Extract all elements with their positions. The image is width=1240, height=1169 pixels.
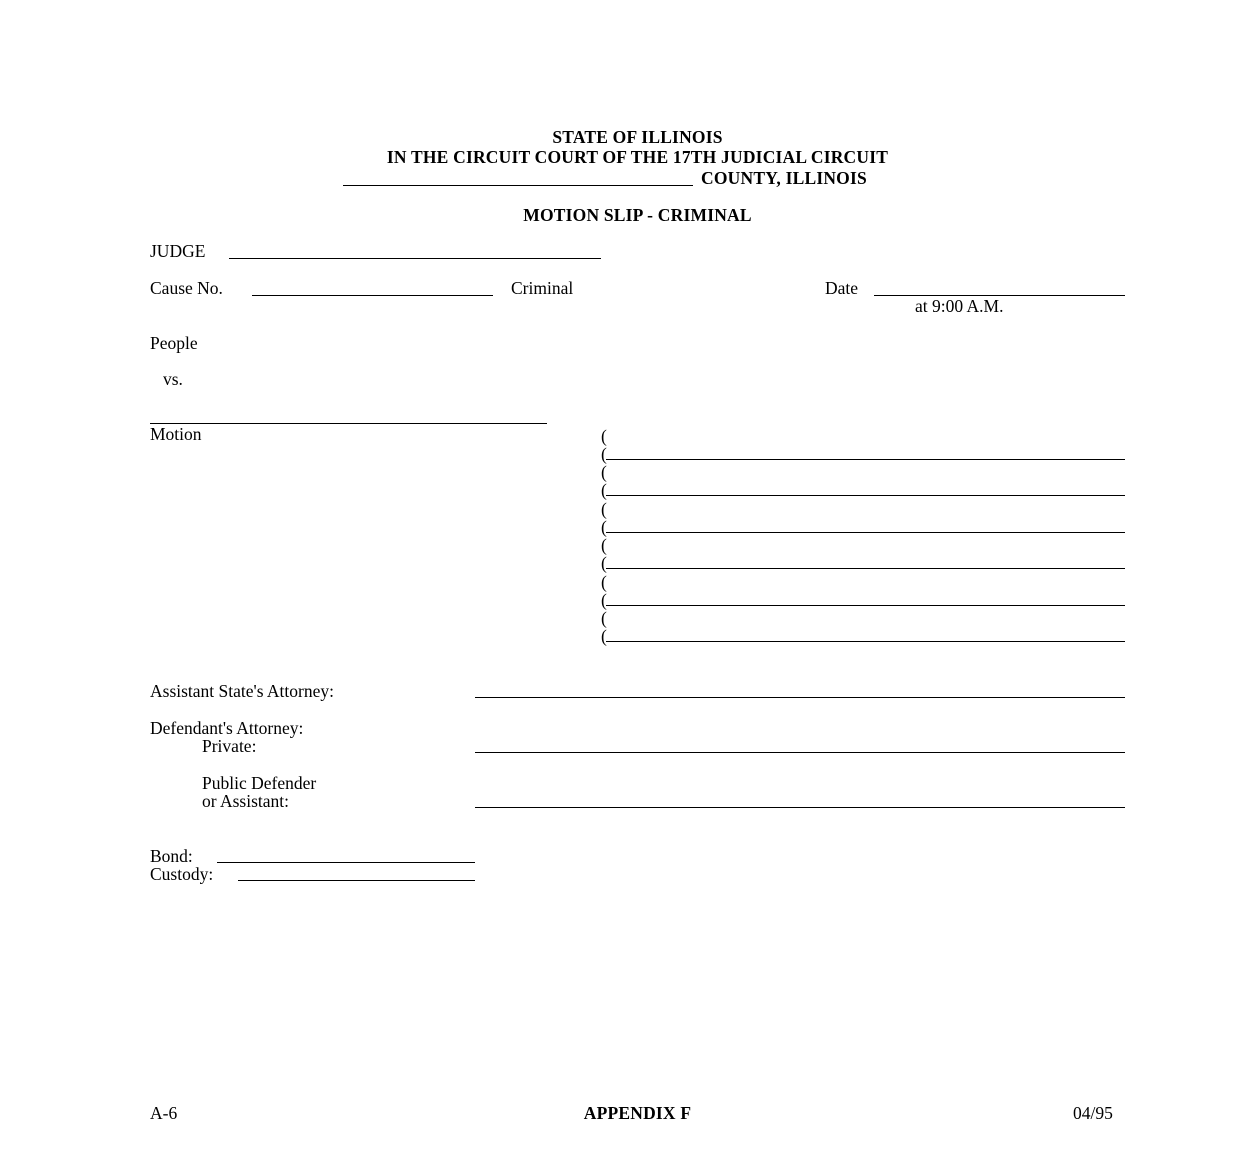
order-paren: ( — [601, 517, 607, 537]
header-county-suffix: COUNTY, ILLINOIS — [701, 168, 867, 188]
vs-label: vs. — [163, 369, 183, 389]
custody-label: Custody: — [150, 864, 214, 884]
order-paren: ( — [601, 553, 607, 573]
bond-field[interactable] — [217, 862, 475, 863]
custody-field[interactable] — [238, 880, 475, 881]
judge-field[interactable] — [229, 258, 601, 259]
order-paren: ( — [601, 608, 607, 628]
order-paren: ( — [601, 426, 607, 446]
order-paren: ( — [601, 590, 607, 610]
form-title: MOTION SLIP - CRIMINAL — [523, 205, 752, 225]
order-line-6[interactable] — [606, 641, 1125, 642]
order-paren: ( — [601, 462, 607, 482]
order-line-2[interactable] — [606, 495, 1125, 496]
or-assistant-label: or Assistant: — [202, 791, 290, 811]
cause-no-field[interactable] — [252, 295, 493, 296]
order-paren: ( — [601, 626, 607, 646]
order-paren: ( — [601, 499, 607, 519]
footer-appendix: APPENDIX F — [583, 1103, 692, 1123]
bond-label: Bond: — [150, 846, 193, 866]
people-label: People — [150, 333, 198, 353]
header-court: IN THE CIRCUIT COURT OF THE 17TH JUDICIAL CIRCUIT — [386, 147, 889, 167]
judge-label: JUDGE — [150, 241, 206, 261]
motion-label: Motion — [150, 424, 202, 444]
public-defender-field[interactable] — [475, 807, 1125, 808]
order-paren: ( — [601, 535, 607, 555]
defendant-attorney-label: Defendant's Attorney: — [150, 718, 304, 738]
order-paren: ( — [601, 572, 607, 592]
footer-revision-date: 04/95 — [1073, 1103, 1113, 1123]
time-note: at 9:00 A.M. — [915, 296, 1004, 316]
asa-label: Assistant State's Attorney: — [150, 681, 334, 701]
footer-page-number: A-6 — [150, 1103, 178, 1123]
county-name-field[interactable] — [343, 185, 693, 186]
order-line-3[interactable] — [606, 532, 1125, 533]
order-line-1[interactable] — [606, 459, 1125, 460]
asa-field[interactable] — [475, 697, 1125, 698]
private-label: Private: — [202, 736, 257, 756]
public-defender-label: Public Defender — [202, 773, 317, 793]
order-paren: ( — [601, 444, 607, 464]
header-state: STATE OF ILLINOIS — [552, 127, 723, 147]
defendant-name-field[interactable] — [150, 423, 547, 424]
private-attorney-field[interactable] — [475, 752, 1125, 753]
criminal-label: Criminal — [511, 278, 574, 298]
order-line-4[interactable] — [606, 568, 1125, 569]
order-line-5[interactable] — [606, 605, 1125, 606]
date-label: Date — [825, 278, 859, 298]
order-paren: ( — [601, 480, 607, 500]
cause-no-label: Cause No. — [150, 278, 223, 298]
